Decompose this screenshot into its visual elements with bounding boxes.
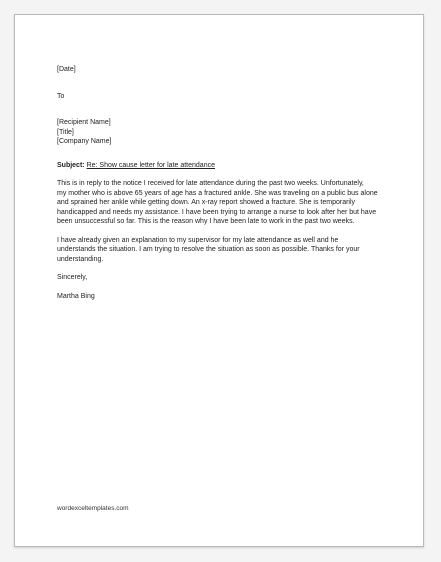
paragraph-line: been unsuccessful so far. This is the reason why I have been late to work in the past two weeks. <box>57 218 355 225</box>
paragraph-line: my mother who is above 65 years of age has a fractured ankle. She was traveling on a public bus alone <box>57 189 378 197</box>
company-name: [Company Name] <box>57 138 112 145</box>
closing: Sincerely, <box>57 274 88 281</box>
document-page <box>14 14 424 547</box>
paragraph-line: handicapped and needs my assistance. I have been trying to arrange a nurse to look after her but have <box>57 208 377 216</box>
paragraph-line: understands the situation. I am trying to resolve the situation as soon as possible. Thanks for your <box>57 246 360 253</box>
signature-name: Martha Bing <box>57 292 95 300</box>
paragraph-line: I have already given an explanation to my supervisor for my late attendance as well and he <box>57 236 339 244</box>
subject-text: Re: Show cause letter for late attendance <box>86 161 215 169</box>
recipient-name: [Recipient Name] <box>57 119 111 126</box>
subject-label: Subject: <box>57 161 85 169</box>
paragraph-1 <box>57 179 407 227</box>
paragraph-line: understanding. <box>57 255 104 263</box>
paragraph-line: and sprained her ankle while getting down. An x-ray report showed a fracture. She is temporarily <box>57 199 356 206</box>
letter-body <box>57 65 407 301</box>
to-label: To <box>57 92 65 100</box>
paragraph-2 <box>57 236 407 265</box>
footer-website: wordexceltemplates.com <box>57 505 129 512</box>
subject-line <box>57 161 407 171</box>
paragraph-line: This is in reply to the notice I received for late attendance during the past two weeks. Unfortunately, <box>57 180 364 187</box>
recipient-title: [Title] <box>57 128 74 136</box>
date-placeholder: [Date] <box>57 66 76 73</box>
